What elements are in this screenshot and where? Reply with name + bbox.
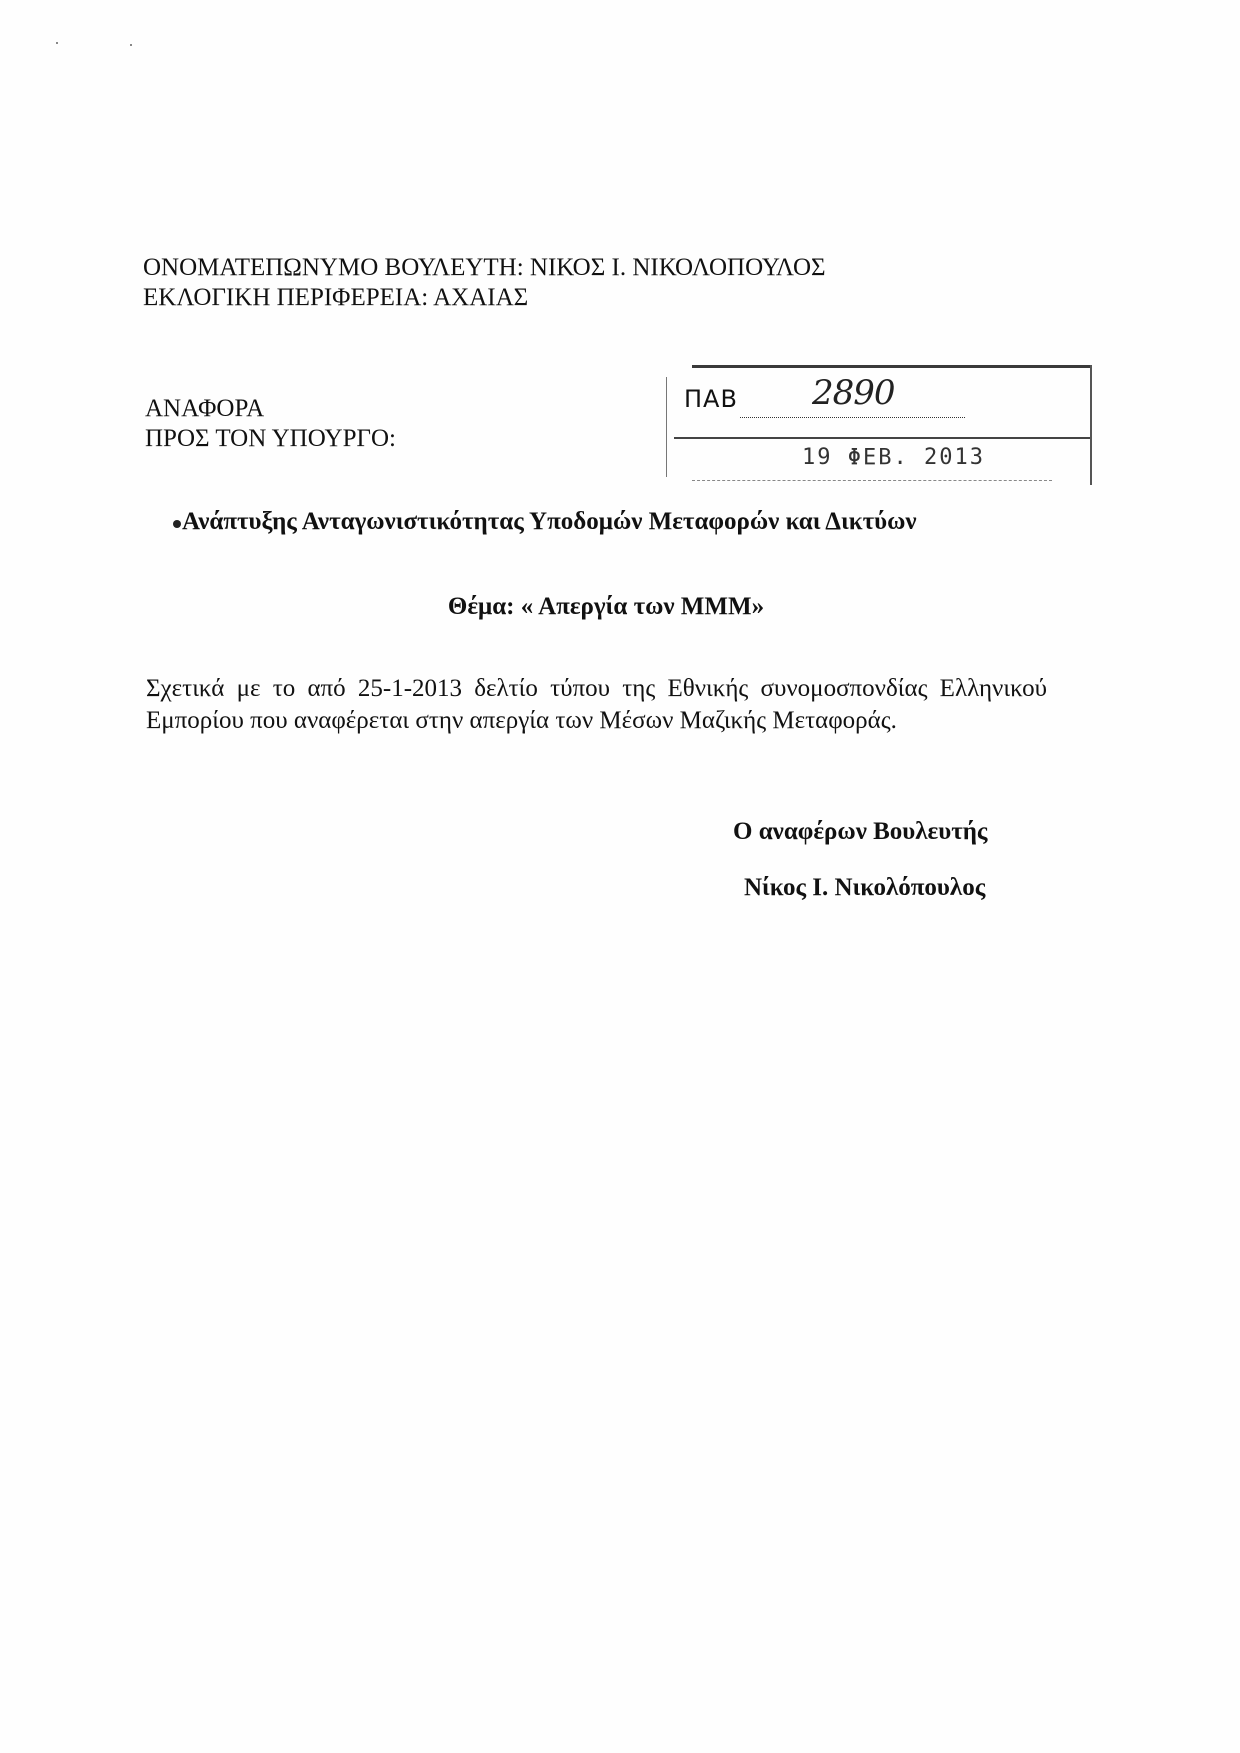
stamp-handwritten-number: 2890: [812, 373, 895, 413]
stamp-label: ΠΑΒ: [684, 385, 738, 413]
subject-text: Θέμα: « Απεργία των ΜΜΜ»: [447, 593, 765, 620]
stamp-frame-left: [666, 377, 667, 477]
stamp-bottom-line: [692, 480, 1052, 481]
constituency-line: ΕΚΛΟΓΙΚΗ ΠΕΡΙΦΕΡΕΙΑ: ΑΧΑΙΑΣ: [143, 284, 529, 311]
scan-speck: [130, 44, 132, 46]
mp-name-line: ΟΝΟΜΑΤΕΠΩΝΥΜΟ ΒΟΥΛΕΥΤΗ: ΝΙΚΟΣ Ι. ΝΙΚΟΛΟΠΟΥΛΟΣ: [143, 254, 826, 281]
bullet-icon: [173, 520, 181, 528]
registration-stamp: [662, 365, 1092, 490]
stamp-dotted-line: [740, 417, 965, 418]
document-type: ΑΝΑΦΟΡΑ: [145, 395, 265, 422]
addressee-line: ΠΡΟΣ ΤΟΝ ΥΠΟΥΡΓΟ:: [145, 425, 396, 452]
stamp-date: 19 ΦΕΒ. 2013: [802, 445, 985, 470]
scan-speck: [56, 42, 58, 44]
subject-line: [0, 593, 1240, 621]
stamp-frame-top: [692, 365, 1092, 368]
stamp-frame-right: [1090, 365, 1092, 485]
ministry-name: Ανάπτυξης Ανταγωνιστικότητας Υποδομών Μεταφορών και Δικτύων: [182, 508, 917, 535]
body-paragraph: Σχετικά με το από 25-1-2013 δελτίο τύπου της Εθνικής συνομοσπονδίας Ελληνικού Εμπορίου που αναφέρεται στην απεργία των Μέσων Μαζικής Μεταφοράς.: [146, 675, 1047, 734]
ministry-list-item: [182, 508, 917, 536]
stamp-divider: [674, 437, 1090, 439]
signature-name: Νίκος Ι. Νικολόπουλος: [744, 874, 986, 901]
signature-role: Ο αναφέρων Βουλευτής: [733, 818, 988, 845]
